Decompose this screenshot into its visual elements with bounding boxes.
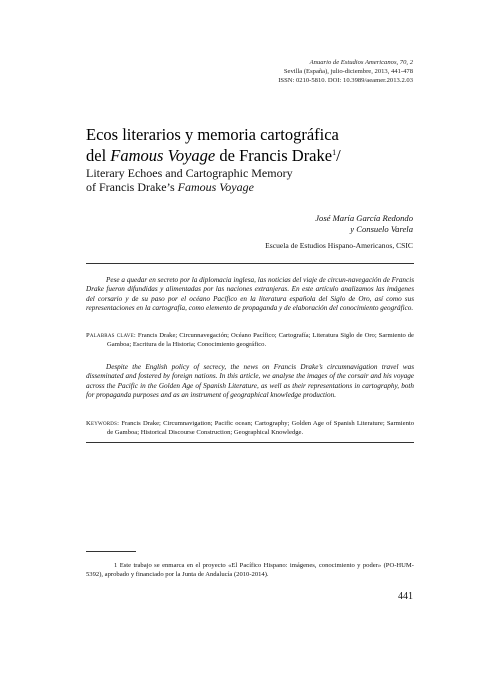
subtitle-line-1: Literary Echoes and Cartographic Memory <box>86 166 293 180</box>
keywords-es-label: Palabras clave: <box>86 332 136 339</box>
title-italic: Famous Voyage <box>110 146 216 165</box>
keywords-es-text: Francis Drake; Circunnavegación; Océano Pacífico; Cartografía; Literatura Siglo de Oro; Sarmiento de Gamboa; Escritura de la Historia; Conocimiento geográfico. <box>107 332 414 349</box>
journal-name: Anuario de Estudios Americanos, 70, 2 <box>309 59 413 66</box>
abstract-spanish <box>86 276 414 314</box>
abstract-english <box>86 363 414 401</box>
title-line-1: Ecos literarios y memoria cartográfica <box>86 125 339 144</box>
keywords-spanish <box>86 331 414 349</box>
keywords-en-text: Francis Drake; Circumnavigation; Pacific ocean; Cartography; Golden Age of Spanish Literature; Sarmiento de Gamboa; Historical Discourse Construction; Geographical Knowledge. <box>107 420 414 437</box>
title-line-2 <box>86 144 426 165</box>
top-divider <box>86 263 414 264</box>
journal-location: Sevilla (España), julio-diciembre, 2013, 441-478 <box>283 68 413 75</box>
subtitle-italic: Famous Voyage <box>177 180 254 194</box>
subtitle-line-2 <box>86 180 426 194</box>
affiliation: Escuela de Estudios Hispano-Americanos, CSIC <box>265 241 413 250</box>
bottom-divider <box>86 442 414 443</box>
page-number: 441 <box>398 591 413 602</box>
article-title <box>86 126 426 165</box>
abstract-es-text: Pese a quedar en secreto por la diplomacia inglesa, las noticias del viaje de circun-navegación de Francis Drake fueron difundidas y alimentadas por las naciones extranjeras. En este artículo analizamos las imágenes del corsario y de su paso por el océano Pacífico en la literatura española del Siglo de Oro, así como sus representaciones en la cartografía, como elemento de propaganda y de elaboración del conocimiento geográfico. <box>86 276 414 313</box>
abstract-en-text: Despite the English policy of secrecy, the news on Francis Drake’s circumnavigation travel was disseminated and fostered by foreign nations. In this article, we analyse the images of the corsair and his voyage across the Pacific in the Golden Age of Spanish Literature, as well as their representations in cartography, both for propaganda purposes and as an instrument of geographical knowledge production. <box>86 363 414 400</box>
keywords-en-label: Keywords: <box>86 420 120 427</box>
article-subtitle <box>86 166 426 194</box>
footnote: 1 Este trabajo se enmarca en el proyecto «El Pacífico Hispano: imágenes, conocimiento y poder» (PO-HUM-5392), aprobado y financiado por la Junta de Andalucía (2010-2014). <box>86 562 414 578</box>
footnote-divider <box>86 551 136 552</box>
journal-header <box>278 58 413 85</box>
author-2: y Consuelo Varela <box>350 224 413 234</box>
title-slash: / <box>336 146 341 165</box>
title-text-end: de Francis Drake <box>215 146 333 165</box>
title-text: del <box>86 146 111 165</box>
authors <box>315 213 413 235</box>
footnote-mark[interactable]: 1 <box>332 148 337 157</box>
keywords-english <box>86 419 414 437</box>
journal-issn: ISSN: 0210-5810. DOI: 10.3989/aeamer.2013.2.03 <box>278 77 413 84</box>
author-1: José María García Redondo <box>315 213 413 223</box>
subtitle-text: of Francis Drake’s <box>86 180 178 194</box>
